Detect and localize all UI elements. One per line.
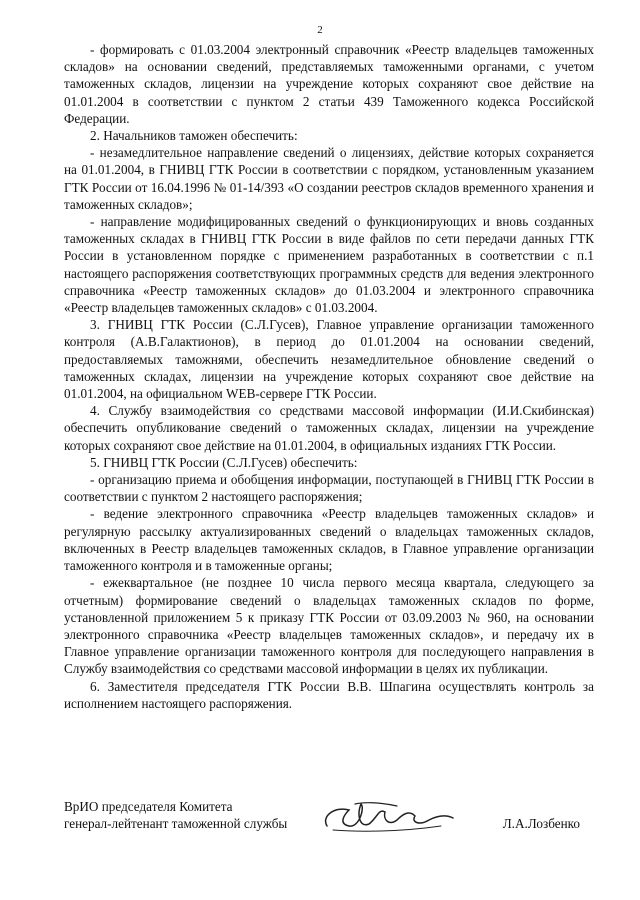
paragraph-2-item-2: - направление модифицированных сведений о функционирующих и вновь созданных таможенных складах в ГНИВЦ ГТК России в виде файлов по сети передачи данных ГТК России в установленном порядке с применением разработанных в соответствии с п.1 настоящего распоряжения соответствующих программных средств для ведения электронного справочника «Реестр таможенных складов» до 01.03.2004 и электронного справочника «Реестр владельцев таможенных складов» с 01.03.2004.: [64, 214, 594, 316]
handwritten-signature: [319, 800, 459, 836]
paragraph-5-item-1: - организацию приема и обобщения информации, поступающей в ГНИВЦ ГТК России в соответствии с пунктом 2 настоящего распоряжения;: [64, 472, 594, 505]
paragraph-2-heading: 2. Начальников таможен обеспечить:: [90, 128, 298, 144]
signatory-position-line-2: генерал-лейтенант таможенной службы: [64, 816, 288, 832]
signatory-position-line-1: ВрИО председателя Комитета: [64, 799, 233, 814]
paragraph-3: 3. ГНИВЦ ГТК России (С.Л.Гусев), Главное управление организации таможенного контроля (А.В.Галактионов), в период до 01.01.2004 на основании сведений, предоставляемых таможнями, обеспечить незамедлительное обновление сведений о таможенных складах, лицензии на учреждение которых сохраняют свое действие на 01.01.2004, на официальном WEB-сервере ГТК России.: [64, 317, 594, 402]
paragraph-5-item-2: - ведение электронного справочника «Реестр владельцев таможенных складов» и регулярную рассылку актуализированных сведений о владельцах таможенных складов, включенных в Реестр владельцев таможенных складов, в Главное управление организации таможенного контроля и в таможенные органы;: [64, 506, 594, 574]
document-body: [64, 41, 594, 712]
paragraph-1-item: - формировать с 01.03.2004 электронный справочник «Реестр владельцев таможенных складов» на основании сведений, представляемых таможенными органами, с учетом таможенных складов, лицензии на учреждение которых сохраняют свое действие на 01.01.2004 в соответствии с пунктом 2 статьи 439 Таможенного кодекса Российской Федерации.: [64, 42, 594, 126]
paragraph-4: 4. Службу взаимодействия со средствами массовой информации (И.И.Скибинская) обеспечить опубликование сведений о таможенных складах, лицензии на учреждение которых сохраняют свое действие на 01.01.2004, в официальных изданиях ГТК России.: [64, 403, 594, 453]
signature-block: [64, 798, 594, 832]
signatory-name: Л.А.Лозбенко: [502, 816, 580, 831]
paragraph-6: 6. Заместителя председателя ГТК России В.В. Шпагина осуществлять контроль за исполнением настоящего распоряжения.: [64, 678, 594, 711]
page-number: 2: [317, 24, 323, 36]
paragraph-2-item-1: - незамедлительное направление сведений о лицензиях, действие которых сохраняется на 01.01.2004, в ГНИВЦ ГТК России в соответствии с порядком, установленным указанием ГТК России от 16.04.1996 № 01-14/393 «О создании реестров складов временного хранения и таможенных складов»;: [64, 145, 594, 212]
paragraph-5-item-3: - ежеквартальное (не позднее 10 числа первого месяца квартала, следующего за отчетным) формирование сведений о владельцах таможенных складов по форме, установленной приложением 5 к приказу ГТК России от 03.09.2003 № 960, на основании электронного справочника «Реестр владельцев таможенных складов», и передачу их в Главное управление организации таможенного контроля для последующего направления в Службу взаимодействия со средствами массовой информации в целях их публикации.: [64, 575, 594, 677]
paragraph-5-heading: 5. ГНИВЦ ГТК России (С.Л.Гусев) обеспечить:: [90, 454, 358, 470]
